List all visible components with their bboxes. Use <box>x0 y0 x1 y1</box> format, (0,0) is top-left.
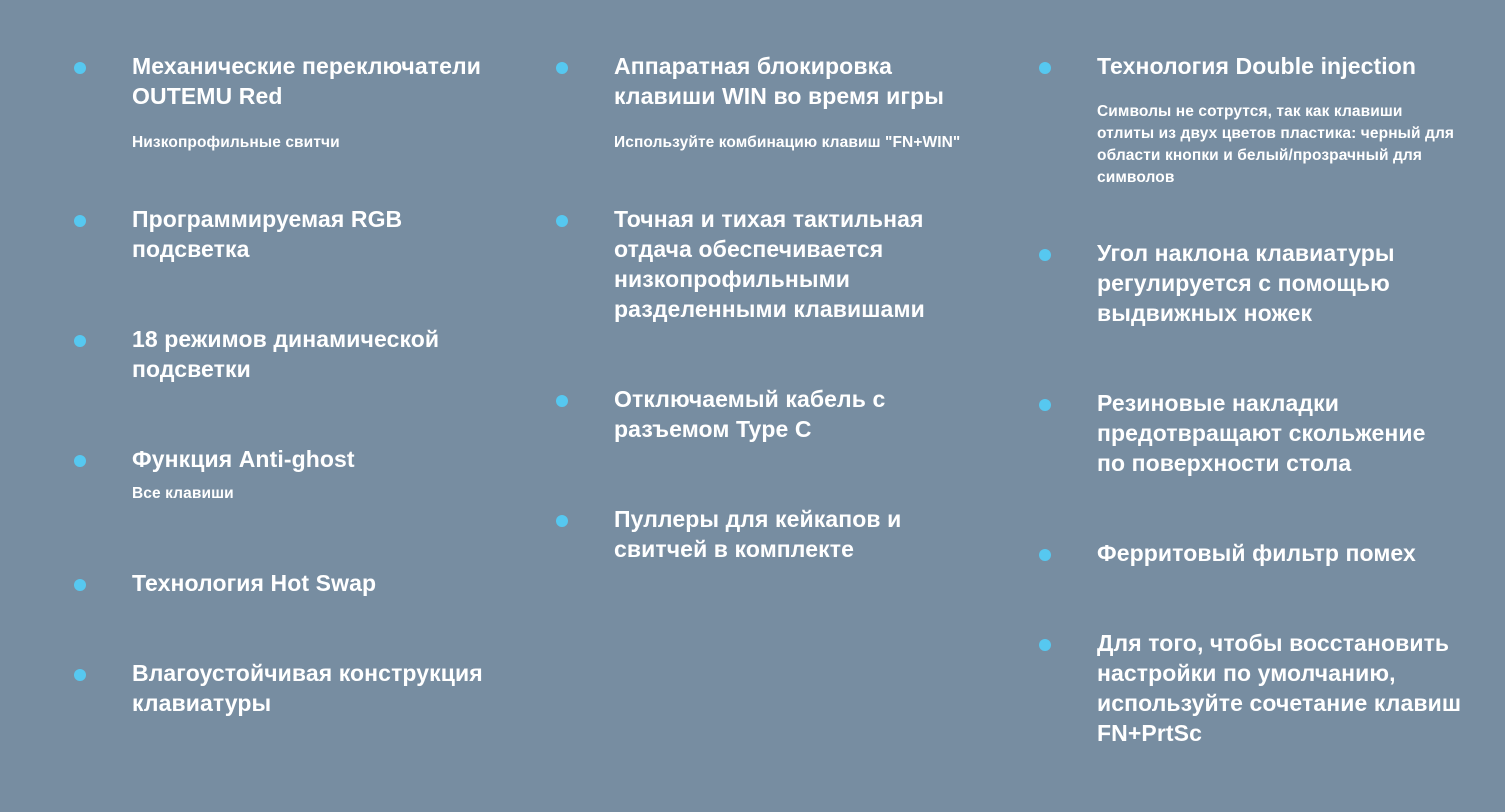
bullet-dot <box>556 215 568 227</box>
feature-title: Аппаратная блокировка клавиши WIN во время игры <box>614 53 944 109</box>
feature-subtitle: Используйте комбинацию клавиш "FN+WIN" <box>614 134 961 151</box>
feature-win-lock <box>614 51 989 154</box>
bullet-dot <box>74 215 86 227</box>
bullet-dot <box>556 62 568 74</box>
feature-title: 18 режимов динамической подсветки <box>132 326 440 382</box>
feature-title: Для того, чтобы восстановить настройки по умолчанию, используйте сочетание клавиш FN+PrtSc <box>1097 630 1462 746</box>
bullet-dot <box>74 62 86 74</box>
feature-water-resistant <box>132 658 507 718</box>
feature-dynamic-modes <box>132 324 472 384</box>
feature-title: Точная и тихая тактильная отдача обеспечивается низкопрофильными разделенными клавишами <box>614 206 925 322</box>
feature-ferrite-filter <box>1097 538 1472 568</box>
bullet-dot <box>74 455 86 467</box>
bullet-dot <box>1039 62 1051 74</box>
feature-title: Влагоустойчивая конструкция клавиатуры <box>132 660 483 716</box>
feature-title: Пуллеры для кейкапов и свитчей в комплекте <box>614 506 902 562</box>
bullet-dot <box>1039 639 1051 651</box>
feature-title: Технология Hot Swap <box>132 570 377 596</box>
feature-tactile-feedback <box>614 204 964 324</box>
feature-hot-swap <box>132 568 492 598</box>
bullet-dot <box>74 669 86 681</box>
feature-subtitle: Символы не сотрутся, так как клавиши отлиты из двух цветов пластика: черный для области кнопки и белый/прозрачный для символов <box>1097 103 1455 186</box>
feature-reset-defaults <box>1097 628 1472 748</box>
feature-title: Технология Double injection <box>1097 53 1417 79</box>
feature-title: Ферритовый фильтр помех <box>1097 540 1416 566</box>
feature-title: Механические переключатели OUTEMU Red <box>132 53 481 109</box>
feature-rgb-backlight <box>132 204 462 264</box>
feature-title: Угол наклона клавиатуры регулируется с помощью выдвижных ножек <box>1097 240 1395 326</box>
feature-title: Программируемая RGB подсветка <box>132 206 403 262</box>
bullet-dot <box>1039 249 1051 261</box>
feature-type-c-cable <box>614 384 934 444</box>
feature-title: Отключаемый кабель с разъемом Type C <box>614 386 886 442</box>
feature-subtitle: Низкопрофильные свитчи <box>132 134 340 151</box>
bullet-dot <box>74 335 86 347</box>
bullet-dot <box>556 515 568 527</box>
bullet-dot <box>1039 549 1051 561</box>
feature-pullers <box>614 504 944 564</box>
feature-title: Функция Anti-ghost <box>132 446 355 472</box>
bullet-dot <box>1039 399 1051 411</box>
feature-subtitle: Все клавиши <box>132 485 234 502</box>
feature-title: Резиновые накладки предотвращают скольжение по поверхности стола <box>1097 390 1426 476</box>
bullet-dot <box>74 579 86 591</box>
bullet-dot <box>556 395 568 407</box>
feature-rubber-pads <box>1097 388 1457 478</box>
feature-double-injection <box>1097 51 1472 189</box>
feature-anti-ghost <box>132 444 492 505</box>
feature-tilt-angle <box>1097 238 1437 328</box>
feature-mechanical-switches <box>132 51 507 154</box>
